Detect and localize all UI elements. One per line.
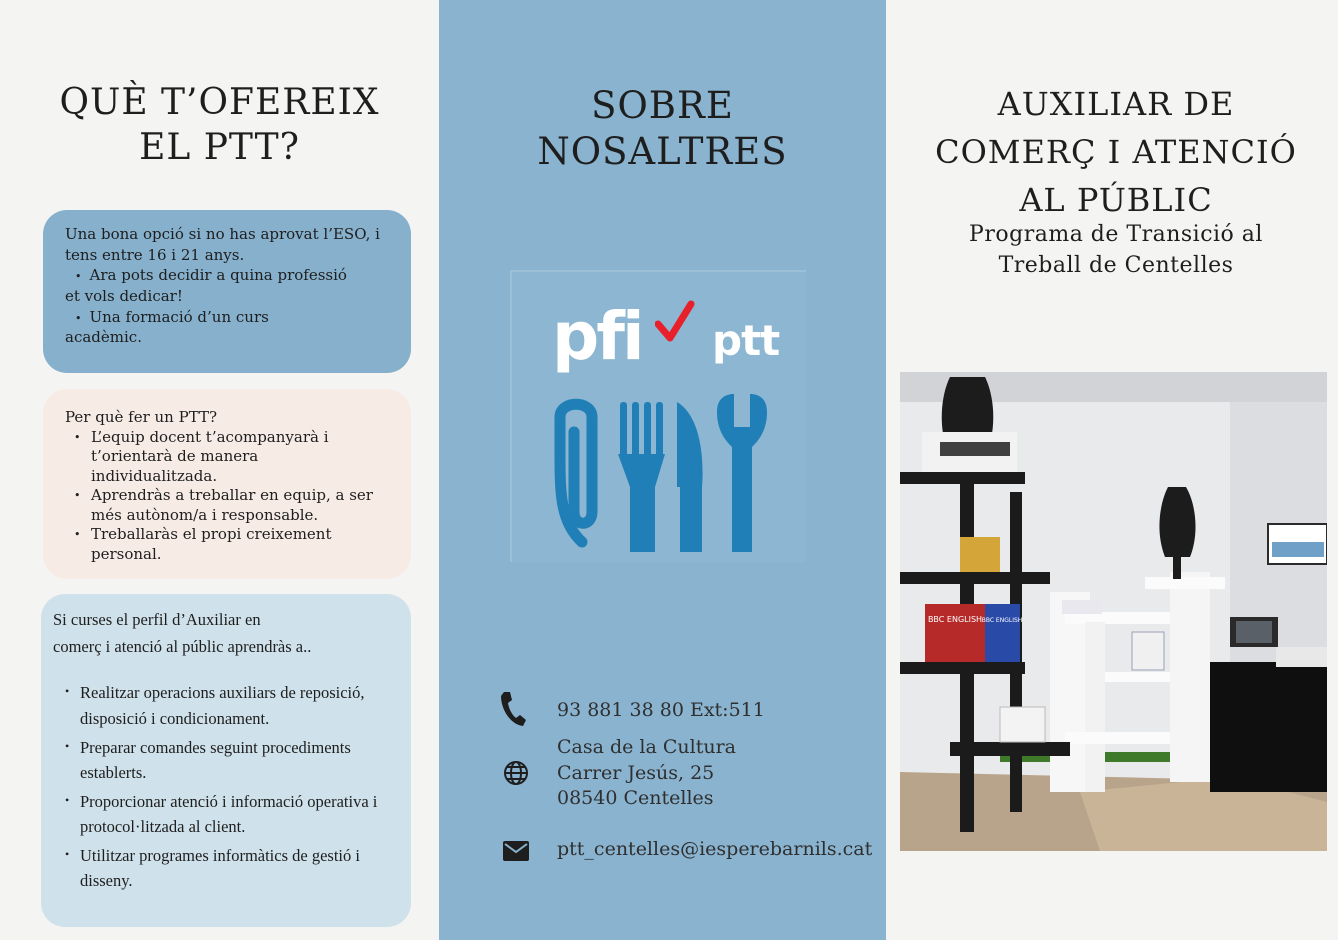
why-card xyxy=(43,389,411,579)
book-label-1: BBC ENGLISH xyxy=(927,615,983,624)
why-list xyxy=(65,428,389,565)
address xyxy=(557,735,736,812)
program-subtitle-line1: Programa de Transició al xyxy=(969,222,1263,247)
program-subtitle xyxy=(906,220,1326,282)
about-title-line1: SOBRE xyxy=(591,84,734,127)
intro-bullet-2 xyxy=(65,307,389,328)
course-title xyxy=(906,80,1326,224)
list-item: • Utilitzar programes informàtics de gestió i disseny. xyxy=(53,843,399,894)
why-heading: Per què fer un PTT? xyxy=(65,408,218,426)
intro-bullet-1-text: Ara pots decidir a quina professió xyxy=(89,266,347,285)
logo-pfi-text: pfi xyxy=(552,298,642,375)
list-item: • Proporcionar atenció i informació operativa i protocol·litzada al client. xyxy=(53,789,399,840)
skills-intro-line2: comerç i atenció al públic aprendràs a.. xyxy=(53,637,312,657)
address-line1: Casa de la Cultura xyxy=(557,736,737,758)
offer-title xyxy=(0,80,439,170)
middle-panel xyxy=(439,0,886,940)
course-title-line3: AL PÚBLIC xyxy=(1019,181,1213,219)
intro-text: Una bona opció si no has aprovat l’ESO, i tens entre 16 i 21 anys. xyxy=(65,225,380,264)
left-panel xyxy=(0,0,439,940)
book-label-2: BBC ENGLISH xyxy=(981,617,1023,624)
address-line3: 08540 Centelles xyxy=(557,787,714,810)
phone-icon xyxy=(499,690,527,728)
course-title-line1: AUXILIAR DE xyxy=(997,85,1235,123)
checkmark-icon xyxy=(655,300,695,344)
skills-list xyxy=(53,680,399,894)
tools-icon xyxy=(552,392,777,562)
about-title-line2: NOSALTRES xyxy=(537,130,788,174)
offer-title-line2: EL PTT? xyxy=(139,127,300,168)
skills-intro xyxy=(53,606,399,660)
address-line2: Carrer Jesús, 25 xyxy=(557,761,715,784)
intro-bullet-1 xyxy=(65,265,389,286)
logo-ptt-text: ptt xyxy=(712,316,780,365)
right-panel xyxy=(886,0,1338,940)
intro-bullet-1-cont: et vols dedicar! xyxy=(65,287,183,306)
globe-icon xyxy=(502,759,530,787)
phone-number[interactable]: 93 881 38 80 Ext:511 xyxy=(557,699,765,721)
intro-bullet-2-text: Una formació d’un curs xyxy=(89,307,269,326)
mail-icon xyxy=(502,840,530,862)
intro-card xyxy=(43,210,411,373)
course-title-line2: COMERÇ I ATENCIÓ xyxy=(935,133,1297,171)
list-item: • Realitzar operacions auxiliars de reposició, disposició i condicionament. xyxy=(53,680,399,731)
pfi-ptt-logo xyxy=(510,270,806,562)
about-title xyxy=(439,83,886,176)
program-subtitle-line2: Treball de Centelles xyxy=(998,252,1234,278)
list-item: • Aprendràs a treballar en equip, a ser més autònom/a i responsable. xyxy=(65,486,389,525)
list-item: • Preparar comandes seguint procediments establerts. xyxy=(53,735,399,786)
offer-title-line1: QUÈ T’OFEREIX xyxy=(59,82,380,123)
skills-intro-line1: Si curses el perfil d’Auxiliar en xyxy=(53,610,261,629)
shop-classroom-photo xyxy=(900,372,1327,851)
email-address[interactable]: ptt_centelles@iesperebarnils.cat xyxy=(557,838,873,860)
list-item: • Treballaràs el propi creixement personal. xyxy=(65,525,389,564)
list-item: • L’equip docent t’acompanyarà i t’orientarà de manera individualitzada. xyxy=(65,428,389,487)
skills-card xyxy=(41,594,411,927)
intro-bullet-2-cont: acadèmic. xyxy=(65,328,142,347)
